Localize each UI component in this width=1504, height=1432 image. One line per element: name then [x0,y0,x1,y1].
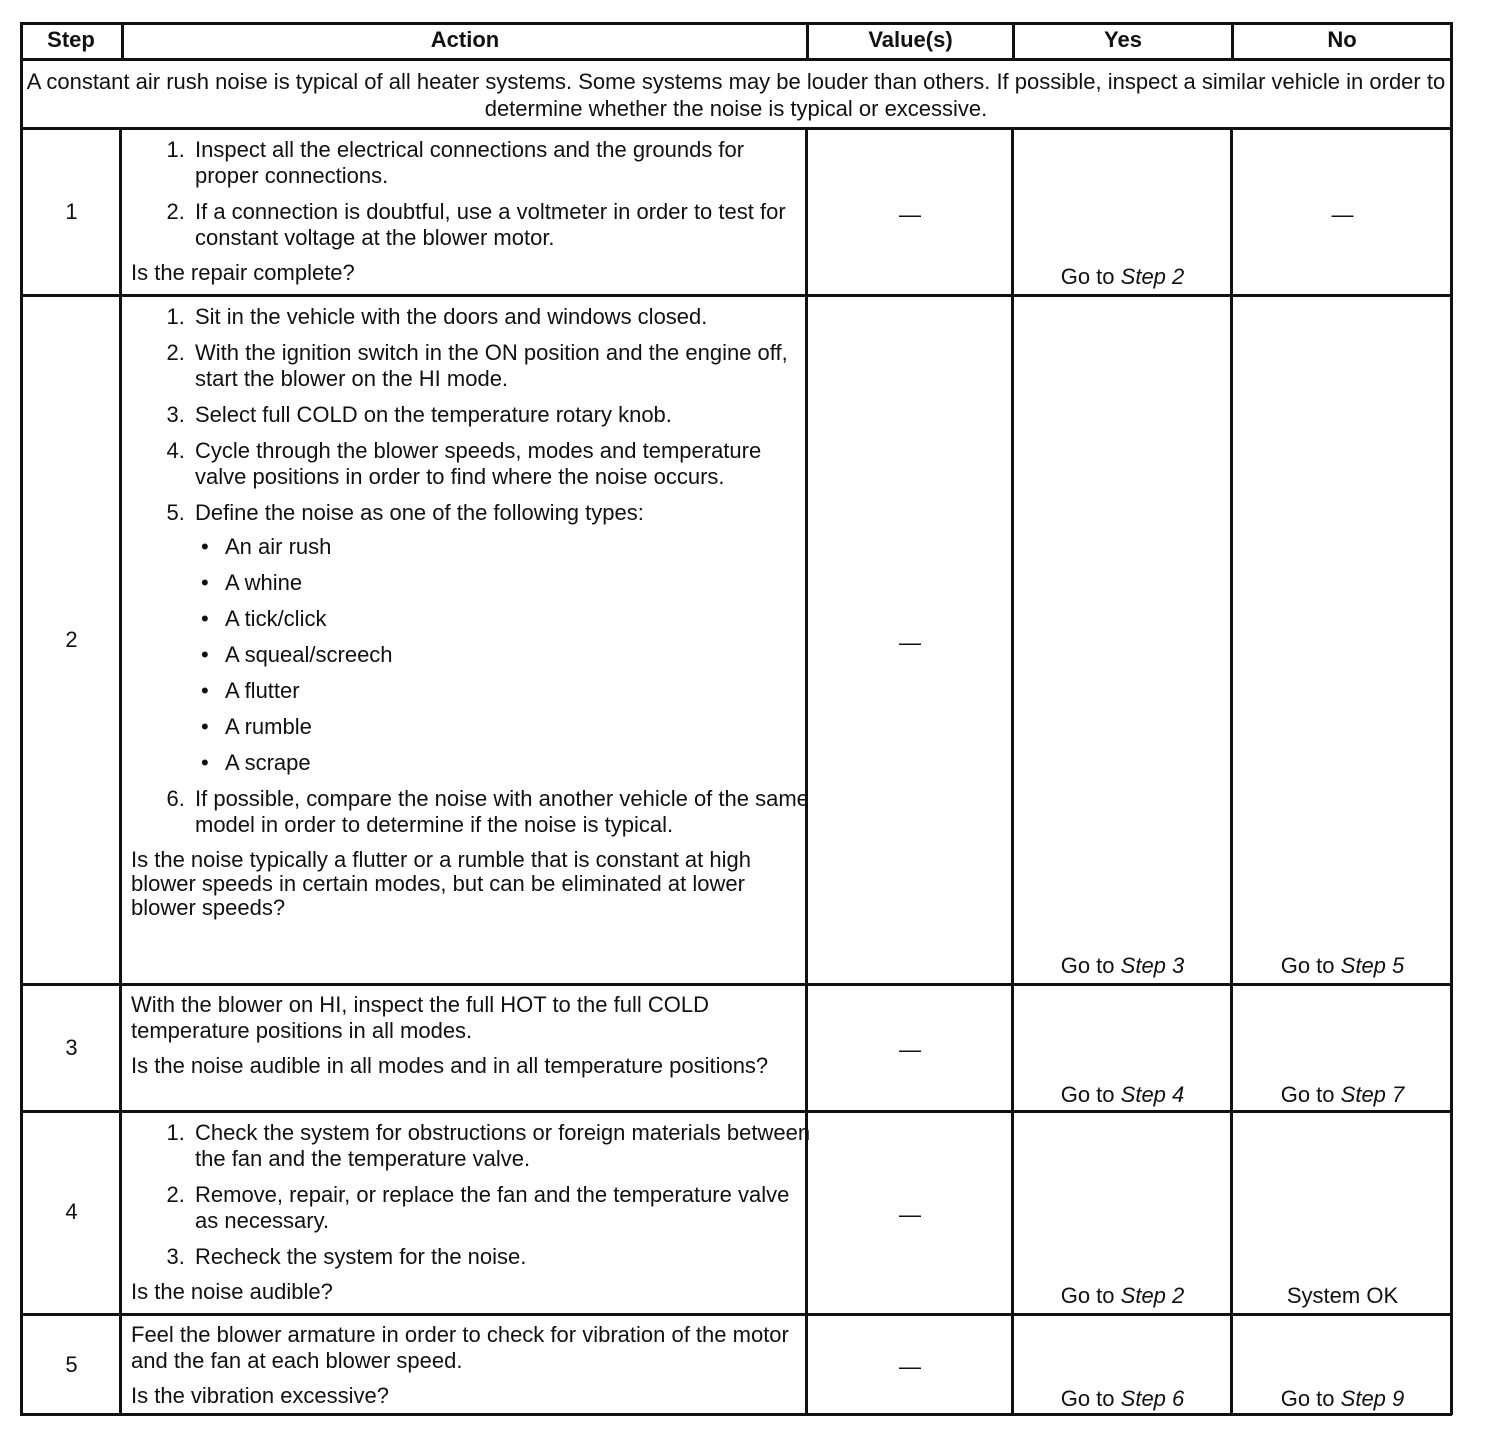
step-question: Is the noise audible? [131,1279,333,1304]
step-action [131,1322,811,1408]
action-item-text: Define the noise as one of the following types: [195,500,644,525]
col-divider [1230,127,1233,1415]
bullet-item: • A flutter [225,678,811,704]
action-text: With the blower on HI, inspect the full HOT to the full COLD temperature positions in all modes. [131,992,709,1043]
step-value: — [899,1202,921,1227]
bullet-item: • A scrape [225,750,811,776]
step-number: 3 [65,1035,78,1060]
no-result [1235,1386,1450,1412]
action-item: 3. Select full COLD on the temperature rotary knob. [191,402,811,428]
bullet-item: • A tick/click [225,606,811,632]
yes-prefix: Go to [1060,264,1115,289]
action-item: 2. If a connection is doubtful, use a voltmeter in order to test for constant voltage at the blower motor. [191,199,811,251]
yes-result [1015,1082,1230,1108]
yes-result [1015,264,1230,290]
action-item: 6. If possible, compare the noise with another vehicle of the same model in order to determine if the noise is typical. [191,786,811,838]
step-number: 5 [65,1352,78,1377]
action-item [191,500,811,776]
bullet-item: • A whine [225,570,811,596]
table-border-right [1450,22,1453,1415]
step-number: 1 [65,199,78,224]
row-divider [20,58,1452,61]
step-value: — [899,1037,921,1062]
no-prefix: Go to [1280,953,1335,978]
intro-note: A constant air rush noise is typical of all heater systems. Some systems may be louder than others. If possible, inspect a similar vehicle in order to determine whether the noise is typical or excessive. [26,69,1446,121]
yes-prefix: Go to [1060,953,1115,978]
table-border-bottom [20,1413,1452,1416]
no-result: System OK [1286,1283,1399,1308]
row-divider [20,127,1452,130]
row-divider [20,1110,1452,1113]
yes-step-link: Step 2 [1120,1283,1185,1308]
yes-prefix: Go to [1060,1082,1115,1107]
step-action [131,304,811,920]
action-item: 3. Recheck the system for the noise. [191,1244,811,1270]
step-number: 4 [65,1199,78,1224]
no-result: — [1331,202,1354,227]
action-item: 2. Remove, repair, or replace the fan and the temperature valve as necessary. [191,1182,811,1234]
action-item: 1. Sit in the vehicle with the doors and windows closed. [191,304,811,330]
action-item: 2. With the ignition switch in the ON position and the engine off, start the blower on the HI mode. [191,340,811,392]
header-yes: Yes [1104,27,1142,52]
step-number: 2 [65,627,78,652]
yes-prefix: Go to [1060,1386,1115,1411]
step-action [131,992,811,1078]
action-text: Feel the blower armature in order to check for vibration of the motor and the fan at each blower speed. [131,1322,789,1373]
step-action [131,1120,811,1304]
step-question: Is the noise audible in all modes and in all temperature positions? [131,1053,769,1078]
step-question: Is the vibration excessive? [131,1383,390,1408]
header-values: Value(s) [868,27,953,52]
col-divider [1011,127,1014,1415]
yes-result [1015,1386,1230,1412]
yes-prefix: Go to [1060,1283,1115,1308]
yes-step-link: Step 3 [1120,953,1185,978]
no-step-link: Step 9 [1340,1386,1405,1411]
no-step-link: Step 7 [1340,1082,1405,1107]
yes-result [1015,1283,1230,1309]
action-item: 4. Cycle through the blower speeds, modes and temperature valve positions in order to find where the noise occurs. [191,438,811,490]
step-question: Is the noise typically a flutter or a rumble that is constant at high blower speeds in certain modes, but can be eliminated at lower blower speeds? [131,847,751,920]
step-value: — [899,1354,921,1379]
header-no: No [1327,27,1357,52]
yes-step-link: Step 4 [1120,1082,1185,1107]
no-prefix: Go to [1280,1386,1335,1411]
row-divider [20,983,1452,986]
header-step: Step [47,27,95,52]
row-divider [20,294,1452,297]
step-action [131,137,811,285]
bullet-item: • A rumble [225,714,811,740]
header-action: Action [430,27,500,52]
step-value: — [899,202,921,227]
step-value: — [899,630,921,655]
no-result [1235,1082,1450,1108]
yes-step-link: Step 2 [1120,264,1185,289]
no-step-link: Step 5 [1340,953,1405,978]
step-question: Is the repair complete? [131,260,355,285]
action-item: 1. Inspect all the electrical connections and the grounds for proper connections. [191,137,811,189]
row-divider [20,1313,1452,1316]
bullet-item: • An air rush [225,534,811,560]
yes-result [1015,953,1230,979]
bullet-item: • A squeal/screech [225,642,811,668]
yes-step-link: Step 6 [1120,1386,1185,1411]
diagnostic-table [20,22,1452,1415]
no-prefix: Go to [1280,1082,1335,1107]
no-result [1235,953,1450,979]
action-item: 1. Check the system for obstructions or foreign materials between the fan and the temperature valve. [191,1120,811,1172]
